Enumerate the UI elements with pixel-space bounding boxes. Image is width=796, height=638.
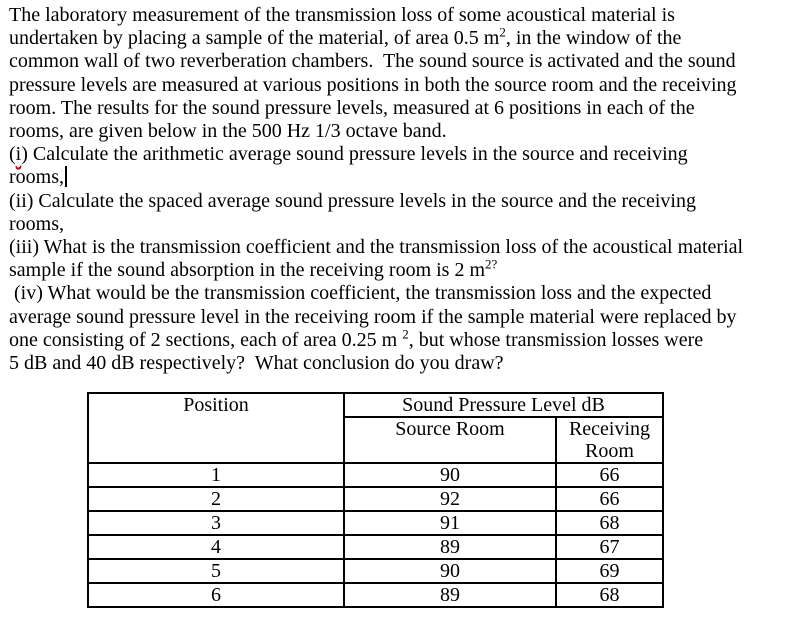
text-segment: ) Calculate the arithmetic average sound pressure levels in the source and receiving [21, 143, 688, 166]
cell-position: 4 [88, 535, 344, 559]
misspelled-word: i [15, 143, 22, 166]
text-line: (ii) Calculate the spaced average sound pressure levels in the source and the receiving [9, 189, 696, 212]
table-header-spl-group: Sound Pressure Level dB [344, 393, 663, 417]
text-line [9, 326, 743, 352]
cell-receiving-room: 69 [556, 559, 663, 583]
table-row [88, 559, 663, 583]
text-line [9, 166, 743, 189]
table-row [88, 463, 663, 487]
cell-source-room: 89 [344, 535, 556, 559]
problem-statement[interactable] [9, 4, 743, 375]
superscript: 2 [499, 24, 506, 40]
table-header-receiving-room: Receiving Room [556, 417, 663, 463]
sound-pressure-level-table[interactable] [87, 392, 664, 608]
text-cursor [65, 166, 67, 187]
cell-position: 2 [88, 487, 344, 511]
text-segment: , in the window of the [505, 27, 682, 50]
cell-receiving-room: 68 [556, 583, 663, 607]
table-row [88, 535, 663, 559]
text-segment: one consisting of 2 sections, each of area 0.25 m [9, 328, 403, 351]
text-segment: rooms, [9, 166, 64, 189]
cell-position: 3 [88, 511, 344, 535]
cell-source-room: 91 [344, 511, 556, 535]
text-line: rooms, [9, 212, 64, 235]
cell-receiving-room: 67 [556, 535, 663, 559]
table-row [88, 487, 663, 511]
superscript: 2? [485, 256, 498, 272]
cell-source-room: 89 [344, 583, 556, 607]
table-header-row-1 [88, 393, 663, 417]
text-line: common wall of two reverberation chambers. The sound source is activated and the sound [9, 50, 736, 73]
text-line [9, 24, 743, 50]
cell-position: 1 [88, 463, 344, 487]
cell-source-room: 90 [344, 559, 556, 583]
text-line: The laboratory measurement of the transmission loss of some acoustical material is [9, 4, 675, 26]
cell-receiving-room: 66 [556, 463, 663, 487]
text-line: room. The results for the sound pressure levels, measured at 6 positions in each of the [9, 96, 695, 119]
cell-receiving-room: 66 [556, 487, 663, 511]
text-line: rooms, are given below in the 500 Hz 1/3 octave band. [9, 120, 447, 143]
text-line: 5 dB and 40 dB respectively? What conclusion do you draw? [9, 352, 504, 375]
table-header-source-room: Source Room [344, 417, 556, 463]
text-line: pressure levels are measured at various positions in both the source room and the receiving [9, 73, 737, 96]
superscript: 2 [402, 326, 409, 342]
text-line [9, 143, 743, 166]
text-line: (iii) What is the transmission coefficient and the transmission loss of the acoustical material [9, 236, 744, 259]
text-line [9, 256, 743, 282]
cell-position: 6 [88, 583, 344, 607]
table-header-position: Position [88, 393, 344, 463]
cell-receiving-room: 68 [556, 511, 663, 535]
text-segment: , but whose transmission losses were [408, 328, 704, 351]
cell-source-room: 90 [344, 463, 556, 487]
table-row [88, 511, 663, 535]
cell-source-room: 92 [344, 487, 556, 511]
cell-position: 5 [88, 559, 344, 583]
text-segment: ( [9, 143, 16, 166]
text-segment: undertaken by placing a sample of the material, of area 0.5 m [9, 27, 500, 50]
table-row [88, 583, 663, 607]
text-line: (iv) What would be the transmission coefficient, the transmission loss and the expected [9, 282, 712, 305]
text-segment: sample if the sound absorption in the receiving room is 2 m [9, 259, 486, 282]
text-line: average sound pressure level in the receiving room if the sample material were replaced by [9, 305, 737, 328]
